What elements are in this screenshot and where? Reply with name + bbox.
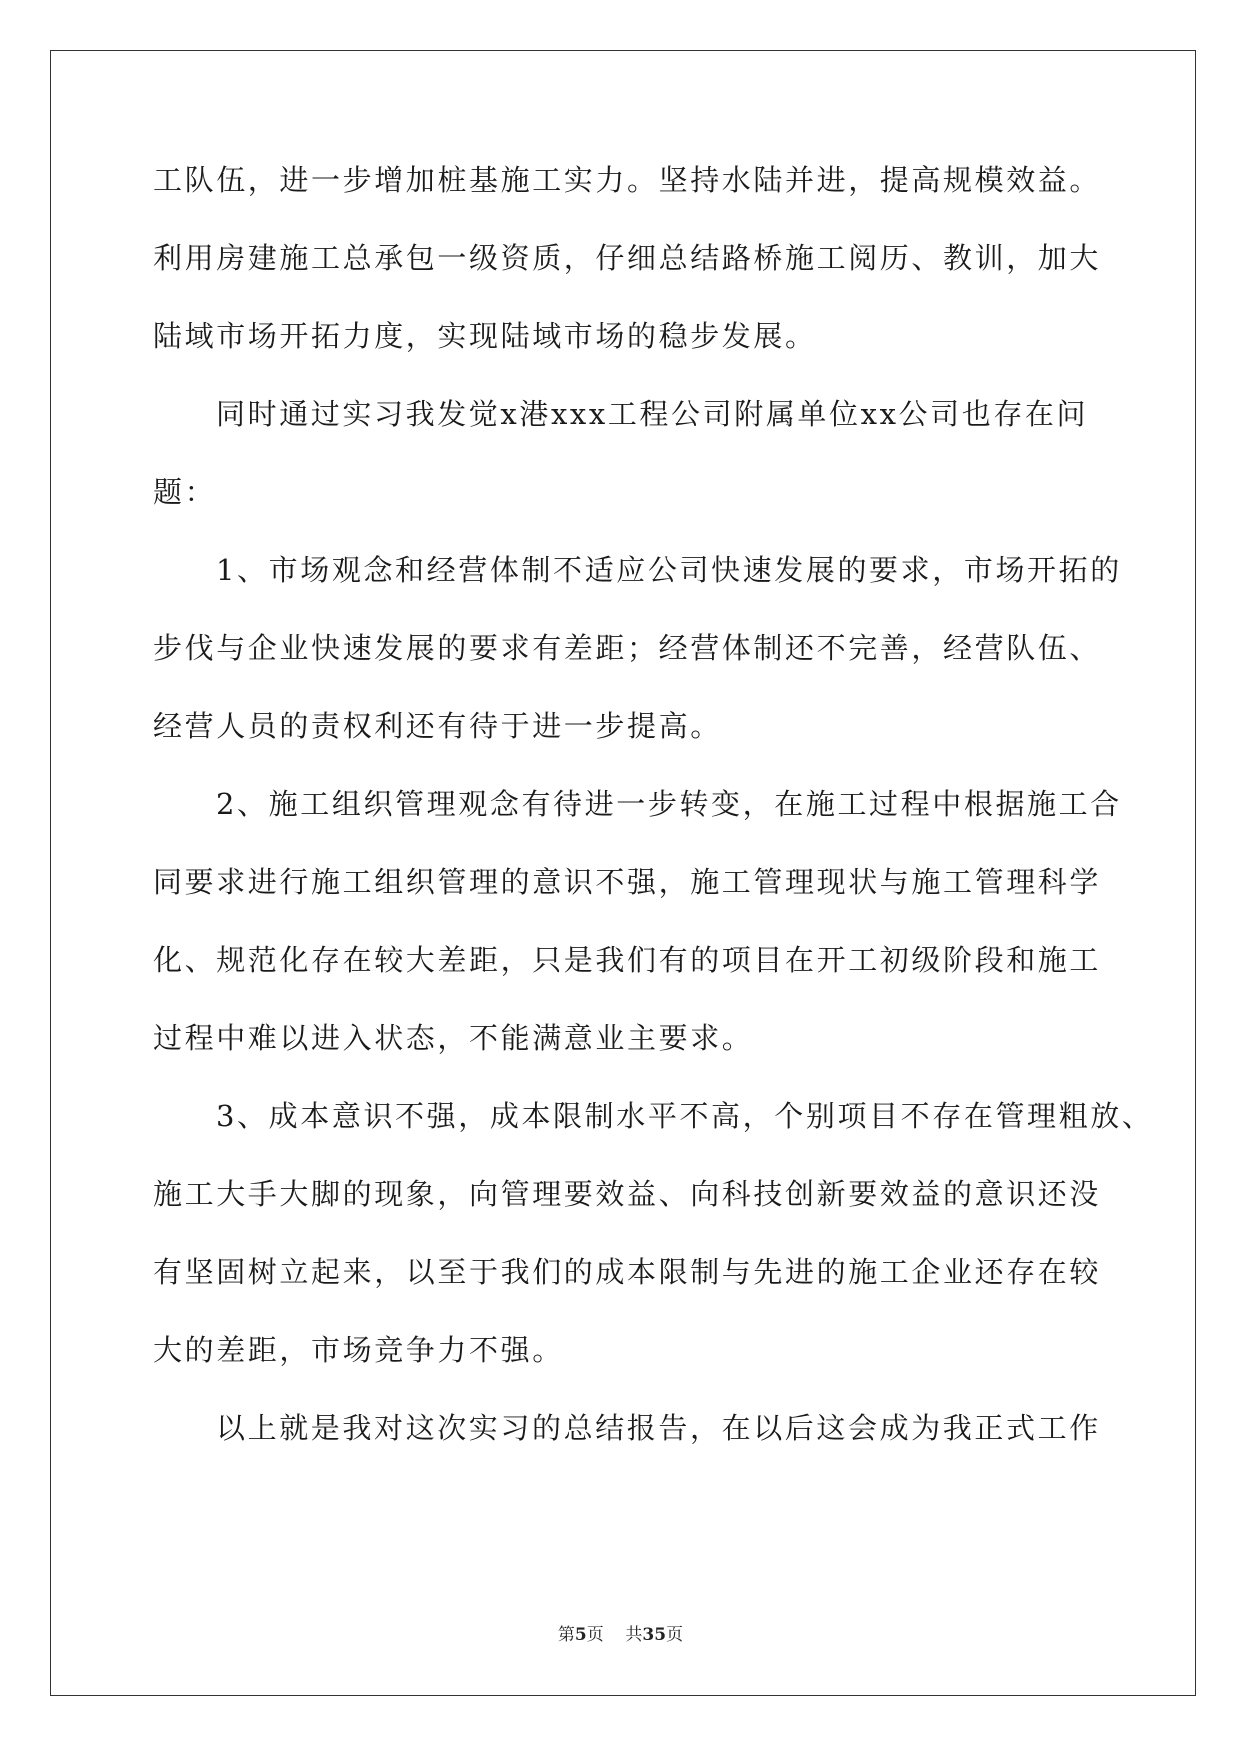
text-line: 2、施工组织管理观念有待进一步转变，在施工过程中根据施工合 <box>216 787 1122 821</box>
text-line: 化、规范化存在较大差距，只是我们有的项目在开工初级阶段和施工 <box>153 943 1102 977</box>
page-prefix: 第 <box>557 1625 575 1645</box>
page-number: 5 <box>574 1625 587 1645</box>
text-line: 利用房建施工总承包一级资质，仔细总结路桥施工阅历、教训，加大 <box>153 241 1102 275</box>
total-prefix: 共 <box>625 1625 643 1645</box>
total-pages: 35 <box>642 1625 667 1645</box>
text-line: 大的差距，市场竞争力不强。 <box>153 1333 564 1367</box>
text-line: 步伐与企业快速发展的要求有差距；经营体制还不完善，经营队伍、 <box>153 631 1102 665</box>
text-line: 经营人员的责权利还有待于进一步提高。 <box>153 709 722 743</box>
text-line: 同时通过实习我发觉x港xxx工程公司附属单位xx公司也存在问 <box>216 397 1089 431</box>
text-line: 题： <box>153 475 217 509</box>
text-line: 有坚固树立起来，以至于我们的成本限制与先进的施工企业还存在较 <box>153 1255 1102 1289</box>
text-line: 陆域市场开拓力度，实现陆域市场的稳步发展。 <box>153 319 817 353</box>
page-footer <box>0 1624 1241 1646</box>
text-line: 以上就是我对这次实习的总结报告，在以后这会成为我正式工作 <box>216 1411 1101 1445</box>
text-line: 3、成本意识不强，成本限制水平不高，个别项目不存在管理粗放、 <box>216 1099 1154 1133</box>
text-line: 1、市场观念和经营体制不适应公司快速发展的要求，市场开拓的 <box>216 553 1122 587</box>
text-line: 过程中难以进入状态，不能满意业主要求。 <box>153 1021 754 1055</box>
text-line: 同要求进行施工组织管理的意识不强，施工管理现状与施工管理科学 <box>153 865 1102 899</box>
text-line: 施工大手大脚的现象，向管理要效益、向科技创新要效益的意识还没 <box>153 1177 1102 1211</box>
total-suffix: 页 <box>666 1625 684 1645</box>
page-suffix: 页 <box>586 1625 604 1645</box>
text-line: 工队伍，进一步增加桩基施工实力。坚持水陆并进，提高规模效益。 <box>153 163 1102 197</box>
